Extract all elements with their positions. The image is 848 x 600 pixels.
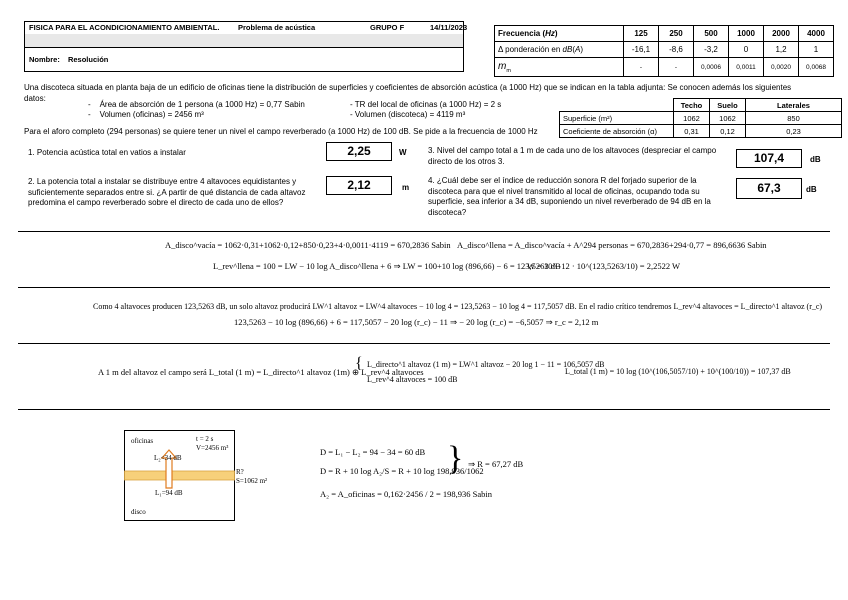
group-label: GRUPO F [370,23,405,32]
label-oficinas: oficinas [131,437,154,445]
brace-left: { [355,355,363,372]
freq-cell: 500 [694,26,729,42]
surface-cell: 0,12 [710,125,746,138]
surface-header: Laterales [746,99,842,112]
divider-1 [18,231,830,232]
course-title: FISICA PARA EL ACONDICIONAMIENTO AMBIENTAL. [29,23,220,32]
m-cell: 0,0006 [694,58,729,77]
problem-title: Problema de acústica [238,23,316,32]
eq-total-intro: A 1 m del altavoz el campo será L_total (1 m) = L_directo^1 altavoz (1m) ⊕ L_rev^4 altavoces [98,367,424,377]
surface-cell: 0,31 [674,125,710,138]
eq-vacia: A_disco^vacía = 1062·0,31+1062·0,12+850·0,23+4·0,0011·4119 = 670,2836 Sabin [165,240,451,250]
eq-total-result: L_total (1 m) = 10 log (10^(106,5057/10) + 10^(100/10)) = 107,37 dB [565,367,791,376]
answer-4-box: 67,3 [736,178,802,199]
answer-1-box: 2,25 [326,142,392,161]
freq-label: Frecuencia (Hz) [495,26,624,42]
freq-cell: 125 [624,26,659,42]
answer-3-box: 107,4 [736,149,802,168]
freq-cell: 1000 [729,26,764,42]
question-2: 2. La potencia total a instalar se distribuye entre 4 altavoces equidistantes y suficientemente separados entre si. ¿A partir de qué distancia de cada altavoz predomina el campo reverberado sobre el directo de cada uno de ellos? [28,177,306,207]
m-cell: 0,0020 [764,58,799,77]
frequency-table [494,25,834,77]
label-v: V=2456 m³ [196,444,229,452]
ponderacion-cell: 1,2 [764,42,799,58]
label-disco: disco [131,508,146,516]
surface-header: Techo [674,99,710,112]
intro-text: Una discoteca situada en planta baja de un edificio de oficinas tiene la distribución de superficies y coeficientes de absorción acústica (a 1000 Hz) que se indican en la tabla adjunta: Se conocen además los siguientes datos: [24,83,792,103]
answer-1-unit: W [399,148,407,157]
eq-w: W = 10^−12 · 10^(123,5263/10) = 2,2522 W [527,261,681,271]
ponderacion-label: Δ ponderación en dB(A) [495,42,624,58]
eq-llena: A_disco^llena = A_disco^vacía + A^294 personas = 670,2836+294·0,77 = 896,6636 Sabin [457,240,767,250]
date-label: 14/11/2023 [430,23,468,32]
eq-r-result: ⇒ R = 67,27 dB [468,459,524,469]
freq-cell: 4000 [799,26,834,42]
ponderacion-cell: 1 [799,42,834,58]
data-item-area: - Área de absorción de 1 persona (a 1000 Hz) = 0,77 Sabin [88,100,305,109]
label-r: R? [236,468,244,476]
surfaces-table [559,98,842,138]
surface-cell: 850 [746,112,842,125]
m-label: $m_m$ [495,58,624,77]
eq-a2: A₂ = A_oficinas = 0,162·2456 / 2 = 198,936 Sabin [320,489,492,499]
question-4: 4. ¿Cuál debe ser el índice de reducción sonora R del forjado superior de la discoteca para que el nivel transmitido al local de oficinas, ocupando toda su superficie, sea inferior a 34 dB, suponiendo un nivel reverberado de 94 dB en la discoteca? [428,176,711,217]
surface-cell: 0,23 [746,125,842,138]
eq-radio-critico: 123,5263 − 10 log (896,66) + 6 = 117,5057 − 20 log (r_c) − 11 ⇒ − 20 log (r_c) = −6,5057 ⇒ r_c = 2,12 m [234,317,599,327]
header-shaded-row [25,34,463,48]
aforo-text: Para el aforo completo (294 personas) se quiere tener un nivel el campo reverberado (a 1000 Hz) de 100 dB. Se pide a la frecuencia de 1000 Hz [24,127,538,136]
name-label: Nombre: [29,55,60,64]
surface-header: Suelo [710,99,746,112]
data-item-vol-disco: - Volumen (discoteca) = 4119 m³ [350,110,466,119]
ponderacion-cell: -16,1 [624,42,659,58]
surface-row-label: Superficie (m²) [560,112,674,125]
divider-2 [18,287,830,288]
divider-4 [18,409,830,410]
freq-cell: 2000 [764,26,799,42]
label-l1: L₁=94 dB [155,489,183,497]
m-cell: 0,0011 [729,58,764,77]
m-cell: 0,0068 [799,58,834,77]
freq-cell: 250 [659,26,694,42]
eq-d-r: D = R + 10 log A₂/S = R + 10 log 198,936/1062 [320,466,484,476]
surface-cell: 1062 [710,112,746,125]
divider-3 [18,343,830,344]
forjado-slab [125,471,235,480]
brace-right: } [447,440,464,477]
m-cell: - [624,58,659,77]
eq-rev-4: L_rev^4 altavoces = 100 dB [367,375,458,384]
question-3: 3. Nivel del campo total a 1 m de cada uno de los altavoces (despreciar el campo directo de los otros 3. [428,146,717,166]
answer-4-unit: dB [806,185,817,194]
eq-directo-1m: L_directo^1 altavoz (1 m) = LW^1 altavoz − 20 log 1 − 11 = 106,5057 dB [367,360,605,369]
header-box [24,21,468,72]
data-item-vol-oficinas: - Volumen (oficinas) = 2456 m³ [88,110,204,119]
ponderacion-cell: -8,6 [659,42,694,58]
answer-2-box: 2,12 [326,176,392,195]
m-cell: - [659,58,694,77]
question-1: 1. Potencia acústica total en vatios a instalar [28,148,186,157]
ponderacion-cell: -3,2 [694,42,729,58]
data-item-tr: - TR del local de oficinas (a 1000 Hz) = 2 s [350,100,502,109]
answer-3-unit: dB [810,155,821,164]
eq-lw: L_rev^llena = 100 = LW − 10 log A_disco^llena + 6 ⇒ LW = 100+10 log (896,66) − 6 = 123,5263 dB [213,261,561,271]
surface-cell: 1062 [674,112,710,125]
answer-2-unit: m [402,183,410,192]
label-s: S=1062 m² [236,477,268,485]
ponderacion-cell: 0 [729,42,764,58]
eq-d-levels: D = L₁ − L₂ = 94 − 34 = 60 dB [320,447,426,457]
name-value: Resolución [67,55,109,64]
name-line [29,55,108,64]
surface-row-label: Coeficiente de absorción (α) [560,125,674,138]
eq-un-altavoz: Como 4 altavoces producen 123,5263 dB, un solo altavoz producirá LW^1 altavoz = LW^4 altavoces − 10 log 4 = 123,5263 − 10 log 4 = 117,5057 dB. En el radio crítico tendremos L_rev^4 altavoces = L_directo^1 altavoz (r_c) [93,302,823,311]
label-t: t = 2 s [196,435,214,443]
label-l2: L₂<34 dB [154,454,182,462]
surfaces-corner [560,99,674,112]
